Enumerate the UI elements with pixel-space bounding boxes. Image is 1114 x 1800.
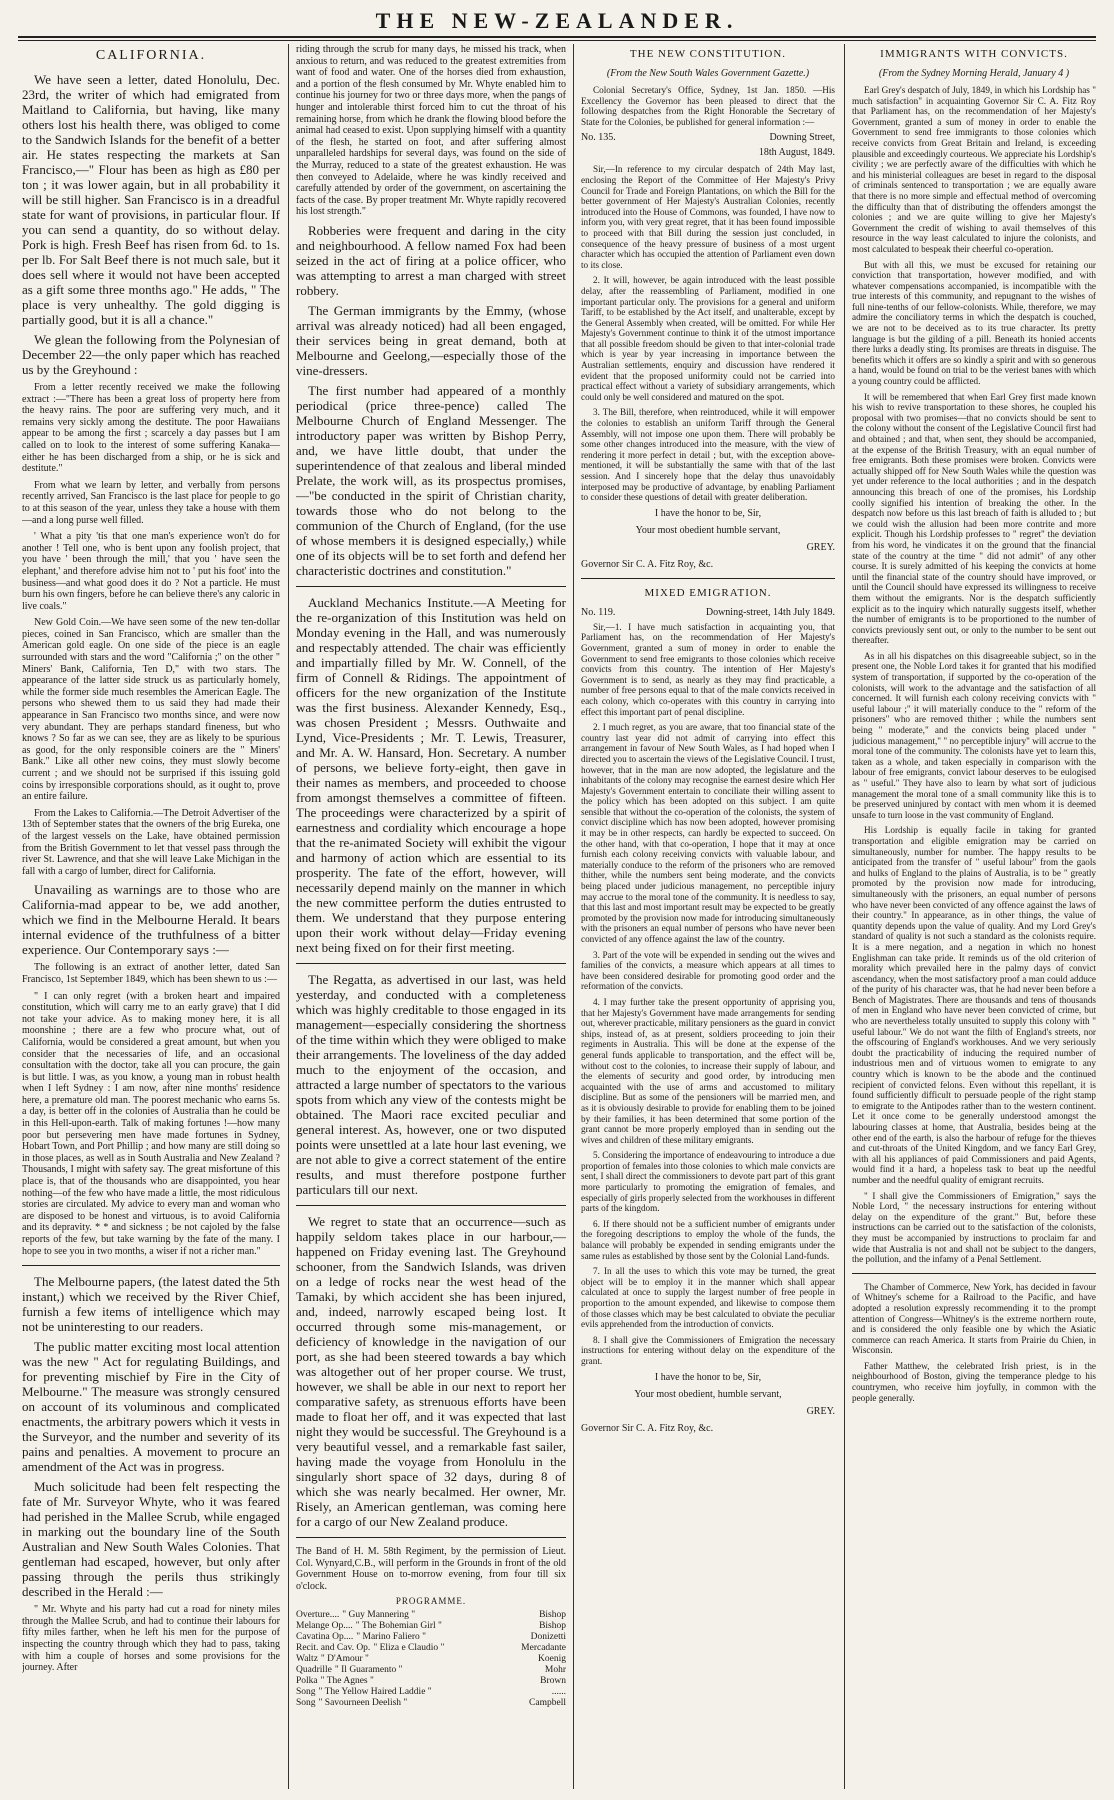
article-paragraph: " I can only regret (with a broken heart and impaired constitution, which will carry me to an early grave) that I did not take your advice. As to making money here, it is all moonshine ; there are a few who procure what, out of California, would be considered a great amount, but when you consider that the necessaries of life, and an occasional consultation with the doctor, take all you can procure, the gain is but little. I was, as you know, a young man in robust health when I left Sydney : I am now, after nine months' residence here, a premature old man. The poorest mechanic who earns 5s. a day, is better off in the colonies of Australia than he could be in this Hell-upon-earth. Talk of making fortunes !—how many poor but persevering men have made fortunes in Sydney, Hobart Town, and Port Phillip ; and how many are still doing so in those places, as well as in South Australia and New Zealand ? Thousands, I might with safety say. The great misfortune of this place is, that of the thousands who are disappointed, you hear nothing—of the few who have made a little, the most ridiculous stories are circulated. My advice to every man and woman who are disposed to be honest and virtuous, is to avoid California and its depravity. * * and sickness ; be not cajoled by the false reports of the few, but take warning by the fate of the many. I hope to see you in two months, a wiser if not a richer man." [22,990,280,1257]
section-rule [852,1273,1096,1274]
article-paragraph: From what we learn by letter, and verbally from persons recently arrived, San Francisco is the last place for people to go to at this season of the year, unless they take a house with them—and a long purse well filled. [22,479,280,526]
programme-piece: Melange Op.... [296,1621,353,1632]
programme-title: " The Yellow Haired Laddie " [318,1687,432,1698]
article-paragraph: 6. If there should not be a sufficient number of emigrants under the foregoing descriptions to employ the whole of the funds, the balance will probably be expended in sending emigrants under the same rules as established by those sent by the Colonial Land-funds. [581,1218,835,1261]
closing-line: I have the honor to be, Sir, [654,507,762,519]
programme-item [296,1610,566,1621]
programme-composer: Campbell [529,1698,566,1709]
programme-title: " The Bohemian Girl " [355,1621,442,1632]
despatch-header [581,132,835,143]
article-title-mixed-emigration: MIXED EMIGRATION. [644,586,772,599]
column-4 [852,44,1096,1794]
article-paragraph: Colonial Secretary's Office, Sydney, 1st Jan. 1850. —His Excellency the Governor has been pleased to direct that the following despatches from the Right Honorable the Secretary of State for the Colonies, be published for general information :— [581,85,835,127]
programme-piece: Recit. and Cav. Op. [296,1643,371,1654]
article-paragraph: riding through the scrub for many days, he missed his track, when anxious to return, and was reduced to the greatest extremities from want of food and water. One of the horses died from exhaustion, and a portion of the flesh consumed by Mr. Whyte enabled him to continue his journey for two or three days more, when the pangs of hunger and intolerable thirst forced him to cut the throat of his remaining horse, from which he drank the flowing blood before the animal had ceased to exist. Upon supplying himself with a quantity of the flesh, he started on foot, and after suffering almost unparalleled hardships for several days, was found on the side of the Murray, reduced to a state of the greatest exhaustion. He was then conveyed to Adelaide, where he was kindly received and carefully attended by order of the government, on ascertaining the facts of the case. By proper treatment Mr. Whyte rapidly recovered his lost strength." [296,44,566,218]
article-paragraph: Unavailing as warnings are to those who are California-mad appear to be, we add another, which we find in the Melbourne Herald. It bears internal evidence of the truthfulness of a bitter experience. Our Contemporary says :— [22,882,280,958]
despatch-header [581,607,835,618]
programme-title: " Eliza e Claudio " [373,1643,445,1654]
programme-composer: Bishop [539,1621,566,1632]
programme-composer: Brown [540,1676,566,1687]
article-paragraph: The public matter exciting most local attention was the new " Act for regulating Buildings, and for preventing mischief by Fire in the City of Melbourne." The measure was strongly censured on account of its voluminous and complicated enactments, the arbitrary powers which it vests in the Surveyor, and the number and severity of its pains and penalties. A movement to procure an amendment of the Act was in progress. [22,1339,280,1475]
column-2 [296,44,566,1794]
programme-title: PROGRAMME. [395,1596,467,1607]
article-paragraph: New Gold Coin.—We have seen some of the new ten-dollar pieces, coined in San Francisco, which are smaller than the American gold eagle. On one side of the piece is an eagle surrounded with stars and the word "California ;" on the other " Miners' Bank, California, Ten D," with two stars. The appearance of the latter side struck us as particularly homely, while the former side much resembles the American Eagle. The persons who shewed them to us said they had made their appearance in San Francisco two months since, and were now very abundant. They are perhaps standard fineness, but who knows ? So far as we can see, they are as likely to be spurious as good, for the only responsible coiners are the " Miners' Bank." Like all other new coins, they must slowly become current ; and we should not be surprised if this issuing gold coins by irresponsible corporations should, as it ought to, prove an entire failure. [22,617,280,803]
article-paragraph: 5. Considering the importance of endeavouring to introduce a due proportion of females into those colonies to which male convicts are sent, I shall direct the commissioners to devote part part of this grant more particularly to promoting the emigration of females, and especially of girls properly selected from the workhouses in different parts of the kingdom. [581,1150,835,1214]
article-paragraph: Much solicitude had been felt respecting the fate of Mr. Surveyor Whyte, who it was feared had perished in the Mallee Scrub, while engaged in marking out the boundary line of the South Australian and New South Wales Colonies. That gentleman had escaped, however, but only after passing through the perils thus strikingly described in the Herald :— [22,1479,280,1600]
masthead: THE NEW-ZEALANDER. [375,8,739,33]
column-divider-3 [844,44,845,1789]
programme-piece: Overture.... [296,1610,340,1621]
article-paragraph: 7. In all the uses to which this vote may be turned, the great object will be to employ it in the manner which shall appear calculated at once to supply the largest number of free people in proportion to the amount expended, and likewise to compose them of those classes which may be best calculated to obviate the peculiar evils apprehended from the introduction of convicts. [581,1266,835,1330]
article-paragraph: 4. I may further take the present opportunity of apprising you, that her Majesty's Government have made arrangements for sending out, wherever practicable, military pensioners as the guard in convict ships, instead of, as at present, soldiers proceeding to join their regiments in Australia. This will be done at the expense of the general funds applicable to transportation, and the effect will be, without cost to the colonies, to increase their supply of labour, and the elements of security and good order, by introducing men acquainted with the use of arms and accustomed to military discipline. But as some of the pensioners will be married men, and as it is obviously desirable to provide for enabling them to be joined by their families, it has been determined that some portion of the grant cannot be more properly employed than in sending out the wives and children of these military emigrants. [581,996,835,1145]
programme-composer: Bishop [539,1610,566,1621]
section-rule [581,578,835,579]
signer: GREY. [806,541,835,553]
article-paragraph: Earl Grey's despatch of July, 1849, in which his Lordship has " much satisfaction" in acquainting Governor Sir C. A. Fitz Roy that Parliament has, on the recommendation of her Majesty's Government, granted a sum of money in order to enable the Government to send free immigrants to those colonies which receive convicts from Great Britain and Ireland, is exceeding plausible and exceedingly courteous. We appreciate his Lordship's civility ; we are perfectly aware of the difficulties with which he and his ministerial colleagues are beset in regard to the disposal of criminals sentenced to transportation ; we are equally aware that there is no more simple and effectual method of overcoming the difficulty than that of distributing the offenders amongst the colonies ; and we are quite willing to give her Majesty's Government the credit of wishing to avail themselves of this resource in the way least calculated to injure the colonists, and most calculated to bespeak their cheerful co-operation. [852,85,1096,254]
article-paragraph: We have seen a letter, dated Honolulu, Dec. 23rd, the writer of which had emigrated from Maitland to California, but having, like many others lost his health there, was obliged to come to the Sandwich Islands for the benefit of a better air. He states respecting the markets at San Francisco,—" Flour has been as high as £80 per ton ; it was lower again, but in all probability it will be still higher. San Francisco is in a dreadful state for want of provisions, in particular flour. If you can send a quantity, do so without delay. Pork is high. Fresh Beef has risen from 6d. to 1s. per lb. For Salt Beef there is not much sale, but it does sell where it would not have been accepted as a gift some three months ago." He adds, " The place is very unhealthy. The gold digging is partially good, but it is all a chance." [22,72,280,327]
programme-title: " Il Guaramento " [334,1665,403,1676]
programme-list [296,1610,566,1709]
despatch-place: Downing Street, [769,132,835,144]
column-3 [581,44,835,1794]
programme-composer: Mohr [544,1665,566,1676]
article-source: (From the New South Wales Government Gazette.) [606,68,810,79]
article-paragraph: The German immigrants by the Emmy, (whose arrival was already noticed) had all been engaged, their services being in great demand, both at Melbourne and Geelong,—especially those of the vine-dressers. [296,302,566,378]
article-source: (From the Sydney Morning Herald, January 4 ) [878,68,1070,79]
programme-item [296,1698,566,1709]
article-paragraph: We regret to state that an occurrence—such as happily seldom takes place in our harbour,—happened on Friday evening last. The Greyhound schooner, from the Sandwich Islands, was driven on a ledge of rocks near the west head of the Tamaki, by which accident she has been injured, and, indeed, narrowly escaped being lost. It occurred through some mis-management, or deficiency of knowledge in the navigation of our port, as she had been steered towards a bay which was altogether out of her proper course. We trust, however, we shall be able in our next to report her comparative safety, as strenuous efforts have been made to float her off, and it was expected that last night they would be successful. The Greyhound is a very beautiful vessel, and a remarkable fast sailer, having made the voyage from Honolulu in the singularly short space of 32 days, during 8 of which she was nearly becalmed. Her owner, Mr. Risely, an American gentleman, was coming here for a cargo of our New Zealand produce. [296,1213,566,1529]
programme-item [296,1665,566,1676]
programme-composer: Donizetti [530,1632,566,1643]
programme-piece: Song [296,1698,316,1709]
addressee: Governor Sir C. A. Fitz Roy, &c. [581,1422,714,1434]
column-1 [22,44,280,1794]
section-rule [296,1205,566,1206]
programme-piece: Quadrille [296,1665,332,1676]
article-paragraph: We glean the following from the Polynesian of December 22—the only paper which has reached us by the Greyhound : [22,332,280,377]
programme-piece: Polka [296,1676,318,1687]
article-paragraph: " I shall give the Commissioners of Emigration," says the Noble Lord, " the necessary instructions for entering without delay on the expenditure of the grant." But, before these instructions can be carried out to the satisfaction of the colonists, they must be accompanied by instructions to proclaim far and wide that Australia is not and shall not be subject to the dangers, the pollution, and the infamy of a Penal Settlement. [852,1190,1096,1265]
article-paragraph: The Chamber of Commerce, New York, has decided in favour of Whitney's scheme for a Railroad to the Pacific, and have adopted a resolution expressly recommending it to the prompt attention of Congress—Whitney's is the extreme northern route, and is considered the only feasible one by which the Asiatic commerce can reach America. It starts from Prairie du Chien, in Wisconsin. [852,1281,1096,1356]
despatch-date: Downing-street, 14th July 1849. [705,606,835,618]
article-paragraph: The Regatta, as advertised in our last, was held yesterday, and conducted with a completeness which was highly creditable to those engaged in its management—especially considering the shortness of the time within which they were obliged to make their arrangements. The loveliness of the day added much to the enjoyment of the occasion, and attracted a large number of spectators to the various spots from which any view of the contests might be obtained. The Maori race excited peculiar and general interest. As, however, one or two disputed points were unsettled at a late hour last evening, we are not able to give a correct statement of the entire results, and must therefore postpone further particulars till our next. [296,971,566,1197]
section-rule [296,1537,566,1538]
article-paragraph: The Melbourne papers, (the latest dated the 5th instant,) which we received by the River Chief, furnish a few items of intelligence which may not be uninteresting to our readers. [22,1274,280,1335]
closing-line: Your most obedient humble servant, [635,524,781,536]
programme-composer: ...... [551,1687,566,1698]
masthead-rule-thin [18,40,1096,41]
article-paragraph: 3. Part of the vote will be expended in sending out the wives and families of the convicts, a measure which appears at all times to have been considered desirable for promoting good order and the reformation of the convicts. [581,949,835,992]
article-paragraph: " Mr. Whyte and his party had cut a road for ninety miles through the Mallee Scrub, and had to continue their labours for fifty miles farther, when he left his men for the purpose of inspecting the country through which they had to pass, taking with him a couple of horses and some provisions for the journey. After [22,1604,280,1674]
programme-title: " D'Amour " [320,1654,369,1665]
article-title-immigrants: IMMIGRANTS WITH CONVICTS. [880,48,1068,60]
programme-item [296,1654,566,1665]
article-paragraph: Father Matthew, the celebrated Irish priest, is in the neighbourhood of Boston, giving the temperance pledge to his countrymen, who receive him joyfully, in common with the people generally. [852,1360,1096,1403]
section-rule [22,1265,280,1266]
signer: GREY. [806,1405,835,1417]
article-paragraph: 2. I much regret, as you are aware, that too financial state of the country last year did not admit of carrying into effect this arrangement in favour of New South Wales, as I had hoped when I directed you to ascertain the views of the Legislative Council. I trust, however, that in the man are now adopted, the legislature and the inhabitants of the colony may recognise the earnest desire which Her Majesty's Government entertain to conciliate their willing assent to the policy which has been adopted on this subject. I am quite sensible that without the co-operation of the colonists, the system of convict discipline which has now been adopted, however promising it may be in other respects, can hardly be expected to succeed. On the other hand, with that co-operation, I hope that it may at once furnish each colony receiving convicts with valuable labour, and materially conduce to the reform of the prisoners who are removed thither, while the numbers sent being moderate, and the convicts being placed under judicious management, no perceptible injury may accrue to the moral tone of the community. It is needless to say, that this last and most important result may be expected to be greatly promoted by the provision now made for introducing simultaneously with the prisoners an equal number of persons who have never been convicted of any offence against the law of the country. [581,722,835,944]
article-paragraph: ' What a pity 'tis that one man's experience won't do for another ! Tell one, who is bent upon any foolish project, that you have ' been through the mill,' that you ' have seen the elephant,' and therefore advise him not to ' put his foot' into the business—and what good does it do ? Not a particle. He must burn his own fingers, before he can believe there's any caloric in live coals." [22,531,280,612]
programme-title: " Savourneen Deelish " [318,1698,408,1709]
masthead-rule [18,36,1096,38]
article-paragraph: The first number had appeared of a monthly periodical (price three-pence) called The Melbourne Church of England Messenger. The introductory paper was written by Bishop Perry, and, we have little doubt, that under the superintendence of that zealous and liberal minded Prelate, the work will, as its prospectus promises,—"be conducted in the spirit of Christian charity, towards those who do not belong to the communion of the Church of England, (for the use of whose members it is designed especially,) while one of its objects will be to set forth and defend her characteristic doctrines and constitution." [296,382,566,578]
programme-piece: Cavatina Op.... [296,1632,354,1643]
section-rule [296,586,566,587]
programme-piece: Song [296,1687,316,1698]
article-paragraph: From a letter recently received we make the following extract :—"There has been a great loss of property here from the heavy rains. The poor are suffering very much, and it remains very sickly among the destitute. The poor Hawaiians appear to be among the first ; scarcely a day passes but I am called on to look to the interest of some suffering Kanaka—either he has been discharged from a ship, or he is sick and destitute." [22,382,280,475]
programme-piece: Waltz [296,1654,318,1665]
article-paragraph: From the Lakes to California.—The Detroit Advertiser of the 13th of September states that the owners of the brig Eureka, one of the largest vessels on the Lake, have obtained permission from the British Government to let that vessel pass through the river St. Lawrence, and that she will leave Lake Michigan in the fall with a cargo of lumber, direct for California. [22,807,280,877]
article-paragraph: 8. I shall give the Commissioners of Emigration the necessary instructions for entering without delay on the expenditure of the grant. [581,1334,835,1366]
closing-line: Your most obedient, humble servant, [634,1388,782,1400]
article-title-new-constitution: THE NEW CONSTITUTION. [629,48,787,60]
article-paragraph: It will be remembered that when Earl Grey first made known his wish to revive transportation to these shores, he coupled his proposal with two promises—that no convicts should be sent to the colony without the consent of the Legislative Council first had and obtained ; and that, when sent, they should be accompanied, at the expense of the British Treasury, with an equal number of free emigrants. Both these promises were broken. Convicts were actually shipped off for New South Wales while the question was yet under reference to the local authorities ; and in the despatch announcing this breach of one of the promises, his Lordship coolly signified his intention of breaking the other. In the despatch now before us this last breach of faith is alluded to ; but we could wish the allusion had been more contrite and more explicit. Though his Lordship professes to " regret" the deviation from his word, he vindicates it on the ground that the financial state of the country at the time " did not admit" of any other course. It is surely admitted of his keeping the convicts at home until the financial state of the country should have improved, or until the Council should have expressed its willingness to receive them without the emigrants. Nor is the despatch sufficiently explicit as to the inquiry which naturally suggests itself, whether the number of emigrants is to be proportioned to the number of convicts previously sent out, or only to the number to be sent out thereafter. [852,391,1096,646]
despatch-number: No. 135. [581,132,616,144]
article-paragraph: Sir,—1. I have much satisfaction in acquainting you, that Parliament has, on the recommendation of Her Majesty's Government, granted a sum of money in order to enable the Government to send free emigrants to those colonies which receive convicts from this country. The intention of Her Majesty's Government is to send, as nearly as they may find practicable, a number of free persons equal to that of the male convicts received in each colony, which co-operates with this country in carrying into effect this important part of penal discipline. [581,621,835,717]
column-divider-2 [573,44,574,1789]
despatch-number: No. 119. [581,606,616,618]
article-paragraph: But with all this, we must be excused for retaining our conviction that transportation, however modified, and with whatever compensations accompanied, is incompatible with the true interests of this community, and repugnant to the wishes of full nine-tenths of our fellow-colonists. While, therefore, we may admire the conciliatory terms in which the despatch is couched, we are not to be deceived as to its true character. Its pretty language is but the gilding of a pill. Beneath its honied accents there lurks a deadly sting. Its promises are threats in disguise. The benefits which it offers are so kindly a spirit and with so generous a hand, would be found on trial to be the veriest banes with which a young country could be afflicted. [852,259,1096,387]
column-divider-1 [288,44,289,1789]
article-title-california: CALIFORNIA. [95,48,207,63]
programme-composer: Mercadante [521,1643,566,1654]
despatch-date: 18th August, 1849. [758,147,835,159]
closing-line: I have the honor to be, Sir, [654,1371,762,1383]
article-paragraph: 3. The Bill, therefore, when reintroduced, while it will empower the colonies to establish an uniform Tariff through the General Assembly, will not impose one upon them. There will probably be some other changes introduced into the measure, with the view of rendering it more perfect in detail ; but, with the exception above-mentioned, it will be substantially the same with that of the last session. And I sincerely hope that the delay thus unavoidably interposed may be productive of advantage, by enabling Parliament to consider these questions of detail with greater deliberation. [581,407,835,503]
article-paragraph: Sir,—In reference to my circular despatch of 24th May last, enclosing the Report of the Committee of Her Majesty's Privy Council for Trade and Foreign Plantations, on which the Bill for the better government of Her Majesty's Australian Colonies, recently introduced into the House of Commons, was founded, I have now to inform you, with very great regret, that it has been found impossible to proceed with that Bill during the session just concluded, in consequence of the heavy pressure of business of a most urgent character which has occupied the attention of Parliament even down to its close. [581,164,835,270]
programme-item [296,1643,566,1654]
programme-composer: Koenig [538,1654,566,1665]
addressee: Governor Sir C. A. Fitz Roy, &c. [581,558,714,570]
programme-title: " The Agnes " [320,1676,374,1687]
article-paragraph: His Lordship is equally facile in taking for granted transportation and eligible emigration may be carried on simultaneously, number for number. The happy results to be anticipated from the transfer of " useful labour" from the gaols and hulks of England to the plains of Australia, is to be " greatly promoted by the provision now made for introducing, simultaneously with the prisoners, an equal number of persons who have never been convicted of any offence against the laws of their country." In appearance, as in other things, the value of quantity depends upon the value of quality. And my Lord Grey's standard of quality is not such a standard as the colonists require. It is a mere negation, and a negation in which no honest Englishman can take pride. It reminds us of the old criterion of morality which prevailed here in the palmy days of convict ascendancy, when the most satisfactory proof a man could adduce of the purity of his character was, that he had never been before a Bench of Magistrates. There are thousands and tens of thousands of men in England who have never been convicted of crime, but who are nevertheless totally unsuited to supply this colony with " useful labour." We do not want the filth of England's streets, nor the offscouring of England's workhouses. And we very seriously doubt the practicability of inducing the required number of industrious men and of virtuous women to emigrate to any country which is known to be the abode and the continued recipient of convicted felons. Even without this repellant, it is found sufficiently difficult to persuade people of the right stamp to emigrate to the Antipodes rather than to the western continent. Let it once come to be generally understood amongst the labouring classes at home, that Australia, besides being at the other end of the earth, is also the harbour of refuge for the thieves and cut-throats of the United Kingdom, and we fancy Earl Grey, with all his appliances of paid Commissioners and paid Agents, would find it a hard, a hopeless task to beat up the needful number and the needful quality of emigrant recruits. [852,825,1096,1185]
article-paragraph: Auckland Mechanics Institute.—A Meeting for the re-organization of this Institution was held on Monday evening in the Hall, and was numerously and respectably attended. The chair was efficiently and impartially filled by Mr. W. Connell, of the firm of Connell & Ridings. The appointment of officers for the new organization of the Institute was the first business. Alexander Kennedy, Esq., was chosen President ; Messrs. Outhwaite and Lynd, Vice-Presidents ; Mr. T. Lewis, Treasurer, and Mr. A. W. Hansard, Hon. Secretary. A number of persons, we believe forty-eight, then gave in their names as members, and proceeded to choose from amongst themselves a committee of fifteen. The proceedings were characterized by a spirit of earnestness and cordiality which encourage a hope that the re-animated Society will exhibit the vigour and harmony of action which are essential to its prosperity. The fate of the effort, however, will necessarily depend mainly on the manner in which the new committee perform the duties entrusted to them. We understand that they purpose entering upon their work without delay—Friday evening next being fixed on for their first meeting. [296,594,566,955]
article-paragraph: Robberies were frequent and daring in the city and neighbourhood. A fellow named Fox had been seized in the act of firing at a police officer, who was attempting to arrest a man charged with street robbery. [296,222,566,298]
band-notice: The Band of H. M. 58th Regiment, by the permission of Lieut. Col. Wynyard,C.B., will perform in the Grounds in front of the old Government House on to-morrow evening, from four till six o'clock. [296,1545,566,1592]
programme-title: " Marino Faliero " [356,1632,427,1643]
article-paragraph: 2. It will, however, be again introduced with the least possible delay, after the reassembling of Parliament, modified in one important particular only. The provisions for a general and uniform Tariff, to be established by the Act itself, and unalterable, except by the General Assembly when created, will be omitted. For while Her Majesty's Government continue to think it of the utmost importance that all possible freedom should be given to that inter-colonial trade which is year by year increasing in importance between the Australian settlements, enquiry and discussion have rendered it evident that the proposed uniformity could not be carried into practical effect without a variety of subsidiary arrangements, which could only be well considered and matured on the spot. [581,275,835,402]
programme-item [296,1632,566,1643]
section-rule [296,963,566,964]
programme-title: " Guy Mannering " [342,1610,416,1621]
article-paragraph: The following is an extract of another letter, dated San Francisco, 1st September 1849, which has been shewn to us :— [22,962,280,985]
article-paragraph: As in all his dispatches on this disagreeable subject, so in the present one, the Noble Lord takes it for granted that his modified system of transportation, if supported by the co-operation of the colonists, will work to the advantage and the satisfaction of all concerned. It will furnish each colony receiving convicts with " useful labour ;" it will materially conduce to the " reform of the prisoners" who are removed thither ; while the numbers sent being " moderate," and the convicts being placed under " judicious management," " no perceptible injury" will accrue to the moral tone of the community. The colonists have yet to learn this, taken as a whole, and taken especially in comparison with the labour of free emigrants, convict labour deserves to be eulogised as " useful." They have also to learn by what sort of judicious management the moral tone of a small community like this is to be preserved uninjured by contact with men whom it is deemed unsafe to turn loose in the vast community of England. [852,650,1096,820]
programme-item [296,1676,566,1687]
programme-item [296,1621,566,1632]
programme-item [296,1687,566,1698]
